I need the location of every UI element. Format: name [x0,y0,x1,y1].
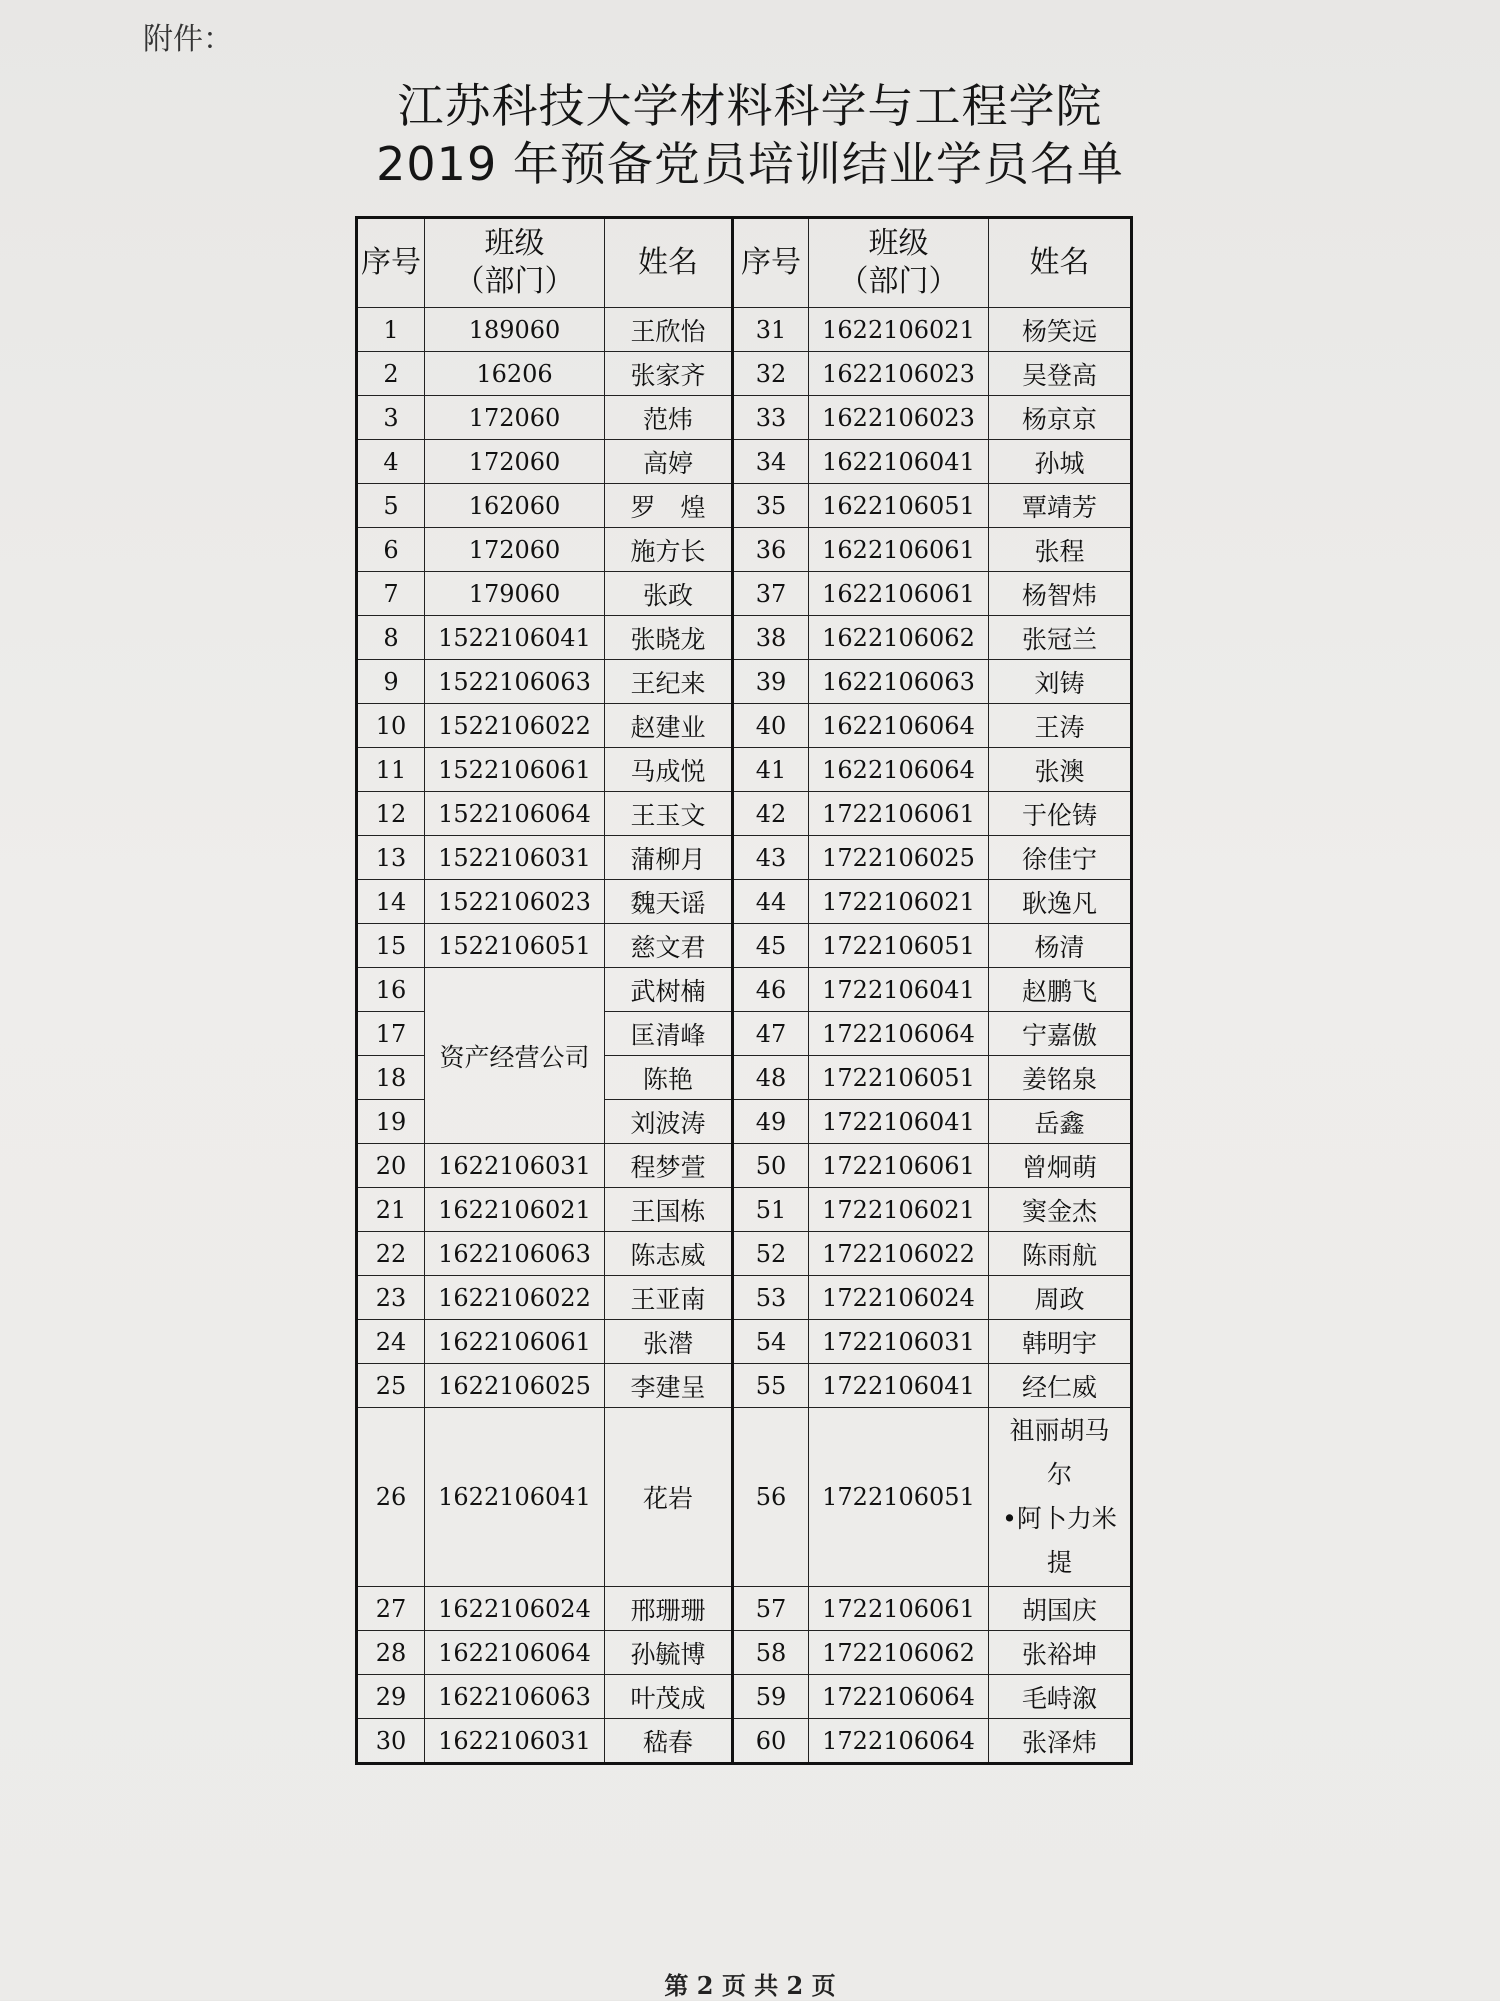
cell-class-right: 1722106064 [809,1675,989,1719]
cell-seq-right: 48 [733,1056,809,1100]
cell-seq-right: 44 [733,880,809,924]
cell-name: 陈艳 [605,1056,733,1100]
cell-class-right: 1722106041 [809,1100,989,1144]
cell-name: 王欣怡 [605,308,733,352]
cell-seq-right: 42 [733,792,809,836]
cell-class-right: 1622106063 [809,660,989,704]
table-row [357,1364,1132,1408]
cell-name-right: 张泽炜 [989,1719,1132,1764]
cell-name: 张潜 [605,1320,733,1364]
header-class [425,218,605,308]
table-row [357,1587,1132,1631]
table-row [357,616,1132,660]
cell-name-right: 韩明宇 [989,1320,1132,1364]
cell-seq-right: 43 [733,836,809,880]
cell-class-right: 1622106064 [809,704,989,748]
table-row [357,836,1132,880]
cell-class-right: 1722106064 [809,1012,989,1056]
table-row [357,1719,1132,1764]
cell-class: 16206 [425,352,605,396]
cell-seq-right: 54 [733,1320,809,1364]
cell-name-line: 祖丽胡马 [1009,1416,1110,1445]
cell-class-right: 1722106024 [809,1276,989,1320]
cell-seq-right: 39 [733,660,809,704]
cell-seq-right: 51 [733,1188,809,1232]
cell-class: 1622106031 [425,1144,605,1188]
cell-class: 1622106063 [425,1675,605,1719]
header-class-line2: （部门） [454,264,575,299]
cell-name: 施方长 [605,528,733,572]
cell-name-line: 尔 [1046,1460,1072,1489]
cell-class: 172060 [425,440,605,484]
cell-name: 王国栋 [605,1188,733,1232]
cell-class: 1622106025 [425,1364,605,1408]
cell-seq: 12 [357,792,425,836]
cell-name-right: 曾炯萌 [989,1144,1132,1188]
cell-class-right: 1722106051 [809,1408,989,1587]
cell-seq-right: 38 [733,616,809,660]
cell-name: 王纪来 [605,660,733,704]
cell-name: 罗 煌 [605,484,733,528]
header-name: 姓名 [605,218,733,308]
table-row [357,748,1132,792]
cell-class: 1622106061 [425,1320,605,1364]
cell-name: 赵建业 [605,704,733,748]
cell-name-right: 覃靖芳 [989,484,1132,528]
cell-class: 1522106041 [425,616,605,660]
cell-class: 1622106021 [425,1188,605,1232]
cell-name-right: 张程 [989,528,1132,572]
cell-seq: 25 [357,1364,425,1408]
cell-name-right: 胡国庆 [989,1587,1132,1631]
cell-seq: 14 [357,880,425,924]
cell-seq: 10 [357,704,425,748]
cell-seq-right: 40 [733,704,809,748]
cell-name-right: 经仁威 [989,1364,1132,1408]
table-row [357,660,1132,704]
cell-class-right: 1722106025 [809,836,989,880]
table-row [357,1144,1132,1188]
cell-seq: 22 [357,1232,425,1276]
table-row [357,1320,1132,1364]
cell-class: 1522106022 [425,704,605,748]
cell-name: 程梦萱 [605,1144,733,1188]
cell-class-right: 1722106021 [809,880,989,924]
cell-class: 162060 [425,484,605,528]
table-row [357,1408,1132,1587]
cell-name: 张晓龙 [605,616,733,660]
cell-seq-right: 56 [733,1408,809,1587]
table-row [357,704,1132,748]
table-row [357,792,1132,836]
cell-class-right: 1722106061 [809,1587,989,1631]
cell-seq-right: 59 [733,1675,809,1719]
cell-name: 武树楠 [605,968,733,1012]
table-row [357,396,1132,440]
cell-class-right: 1722106051 [809,1056,989,1100]
cell-seq-right: 45 [733,924,809,968]
cell-class: 1522106031 [425,836,605,880]
cell-name: 蒲柳月 [605,836,733,880]
cell-name-line: •阿卜力米 [1002,1504,1117,1533]
cell-seq: 26 [357,1408,425,1587]
cell-class: 1522106061 [425,748,605,792]
cell-name-line: 提 [1046,1548,1072,1577]
cell-name: 魏天谣 [605,880,733,924]
cell-seq: 1 [357,308,425,352]
cell-seq: 3 [357,396,425,440]
cell-class-right: 1722106041 [809,968,989,1012]
cell-class: 179060 [425,572,605,616]
page-title-line2: 2019 年预备党员培训结业学员名单 [376,137,1124,191]
cell-class-right: 1622106061 [809,572,989,616]
cell-seq-right: 32 [733,352,809,396]
cell-seq: 16 [357,968,425,1012]
table-row [357,1675,1132,1719]
cell-name-right: 刘铸 [989,660,1132,704]
cell-name-right: 姜铭泉 [989,1056,1132,1100]
cell-class: 1522106064 [425,792,605,836]
cell-class: 172060 [425,528,605,572]
cell-class: 1622106064 [425,1631,605,1675]
cell-class-right: 1722106051 [809,924,989,968]
table-row [357,968,1132,1012]
cell-seq: 24 [357,1320,425,1364]
cell-name-right: 张裕坤 [989,1631,1132,1675]
cell-seq-right: 35 [733,484,809,528]
cell-class-right: 1622106062 [809,616,989,660]
cell-name-right: 毛峙溆 [989,1675,1132,1719]
cell-seq-right: 34 [733,440,809,484]
cell-name: 匡清峰 [605,1012,733,1056]
cell-seq-right: 36 [733,528,809,572]
cell-class-merged: 资产经营公司 [425,968,605,1144]
table-row [357,1276,1132,1320]
cell-name: 张政 [605,572,733,616]
cell-name: 李建呈 [605,1364,733,1408]
cell-seq: 23 [357,1276,425,1320]
header-name-right: 姓名 [989,218,1132,308]
cell-name-right: 陈雨航 [989,1232,1132,1276]
cell-seq: 20 [357,1144,425,1188]
cell-class: 1622106024 [425,1587,605,1631]
header-seq: 序号 [357,218,425,308]
cell-seq-right: 47 [733,1012,809,1056]
cell-seq: 27 [357,1587,425,1631]
cell-seq-right: 33 [733,396,809,440]
cell-name-right: 杨京京 [989,396,1132,440]
cell-seq-right: 55 [733,1364,809,1408]
cell-seq: 9 [357,660,425,704]
cell-class-right: 1722106062 [809,1631,989,1675]
cell-class: 172060 [425,396,605,440]
cell-class: 1522106063 [425,660,605,704]
page-title-line1: 江苏科技大学材料科学与工程学院 [397,79,1103,133]
cell-name-right: 窦金杰 [989,1188,1132,1232]
cell-name-right: 杨清 [989,924,1132,968]
cell-seq-right: 37 [733,572,809,616]
header-seq-right: 序号 [733,218,809,308]
header-class-line1: 班级 [484,226,545,261]
table-row [357,1232,1132,1276]
cell-name-right: 宁嘉傲 [989,1012,1132,1056]
page-footer: 第 2 页 共 2 页 [664,1971,836,2000]
cell-seq-right: 41 [733,748,809,792]
cell-seq-right: 58 [733,1631,809,1675]
cell-class-right: 1722106064 [809,1719,989,1764]
cell-seq-right: 46 [733,968,809,1012]
cell-name-right: 赵鹏飞 [989,968,1132,1012]
cell-seq: 21 [357,1188,425,1232]
cell-seq-right: 52 [733,1232,809,1276]
cell-seq: 30 [357,1719,425,1764]
cell-seq: 5 [357,484,425,528]
cell-name: 张家齐 [605,352,733,396]
table-row [357,440,1132,484]
cell-name-right: 张澳 [989,748,1132,792]
cell-class-right: 1722106022 [809,1232,989,1276]
attachment-label: 附件： [143,22,233,57]
table-row [357,528,1132,572]
table-row [357,352,1132,396]
cell-seq-right: 50 [733,1144,809,1188]
table-row [357,880,1132,924]
cell-class-right: 1622106023 [809,396,989,440]
cell-name-right: 耿逸凡 [989,880,1132,924]
cell-seq: 13 [357,836,425,880]
cell-class-right: 1722106061 [809,1144,989,1188]
cell-name: 邢珊珊 [605,1587,733,1631]
table-row [357,484,1132,528]
cell-class-right: 1622106051 [809,484,989,528]
cell-seq: 28 [357,1631,425,1675]
cell-seq-right: 53 [733,1276,809,1320]
cell-seq: 2 [357,352,425,396]
cell-name-right [989,1408,1132,1587]
cell-name-right: 周政 [989,1276,1132,1320]
cell-name: 嵇春 [605,1719,733,1764]
cell-name-right: 于伦铸 [989,792,1132,836]
cell-class-right: 1622106021 [809,308,989,352]
cell-seq: 19 [357,1100,425,1144]
cell-seq-right: 31 [733,308,809,352]
cell-class-right: 1622106023 [809,352,989,396]
table-row [357,1631,1132,1675]
cell-class-right: 1722106021 [809,1188,989,1232]
cell-class-right: 1722106061 [809,792,989,836]
header-class-right-line1: 班级 [868,226,929,261]
cell-seq-right: 60 [733,1719,809,1764]
cell-name: 马成悦 [605,748,733,792]
cell-seq-right: 57 [733,1587,809,1631]
cell-class: 1522106023 [425,880,605,924]
header-class-right-line2: （部门） [838,264,959,299]
table-body [357,308,1132,1764]
table-row [357,308,1132,352]
cell-name: 刘波涛 [605,1100,733,1144]
cell-name: 王玉文 [605,792,733,836]
cell-class: 1622106031 [425,1719,605,1764]
cell-name-right: 杨笑远 [989,308,1132,352]
cell-class-right: 1622106061 [809,528,989,572]
cell-name: 王亚南 [605,1276,733,1320]
cell-seq: 29 [357,1675,425,1719]
cell-name-right: 徐佳宁 [989,836,1132,880]
header-class-right [809,218,989,308]
table-row [357,572,1132,616]
cell-name: 叶茂成 [605,1675,733,1719]
member-table [355,216,1133,1765]
cell-class-right: 1622106064 [809,748,989,792]
cell-seq-right: 49 [733,1100,809,1144]
cell-class: 1622106041 [425,1408,605,1587]
table-row [357,1188,1132,1232]
cell-seq: 7 [357,572,425,616]
cell-name-right: 杨智炜 [989,572,1132,616]
cell-class-right: 1622106041 [809,440,989,484]
header-row [357,218,1132,308]
cell-name: 花岩 [605,1408,733,1587]
cell-name: 陈志威 [605,1232,733,1276]
cell-class-right: 1722106031 [809,1320,989,1364]
cell-name-right: 岳鑫 [989,1100,1132,1144]
cell-seq: 8 [357,616,425,660]
cell-name: 高婷 [605,440,733,484]
cell-class: 1622106022 [425,1276,605,1320]
cell-name: 孙毓博 [605,1631,733,1675]
cell-seq: 15 [357,924,425,968]
cell-name-right: 吴登高 [989,352,1132,396]
cell-name-right: 王涛 [989,704,1132,748]
cell-class: 1522106051 [425,924,605,968]
cell-name: 范炜 [605,396,733,440]
cell-seq: 11 [357,748,425,792]
cell-seq: 6 [357,528,425,572]
cell-name-right: 孙城 [989,440,1132,484]
cell-class: 1622106063 [425,1232,605,1276]
cell-seq: 18 [357,1056,425,1100]
cell-class: 189060 [425,308,605,352]
cell-seq: 4 [357,440,425,484]
cell-name: 慈文君 [605,924,733,968]
cell-seq: 17 [357,1012,425,1056]
cell-name-right: 张冠兰 [989,616,1132,660]
cell-class-right: 1722106041 [809,1364,989,1408]
table-row [357,924,1132,968]
